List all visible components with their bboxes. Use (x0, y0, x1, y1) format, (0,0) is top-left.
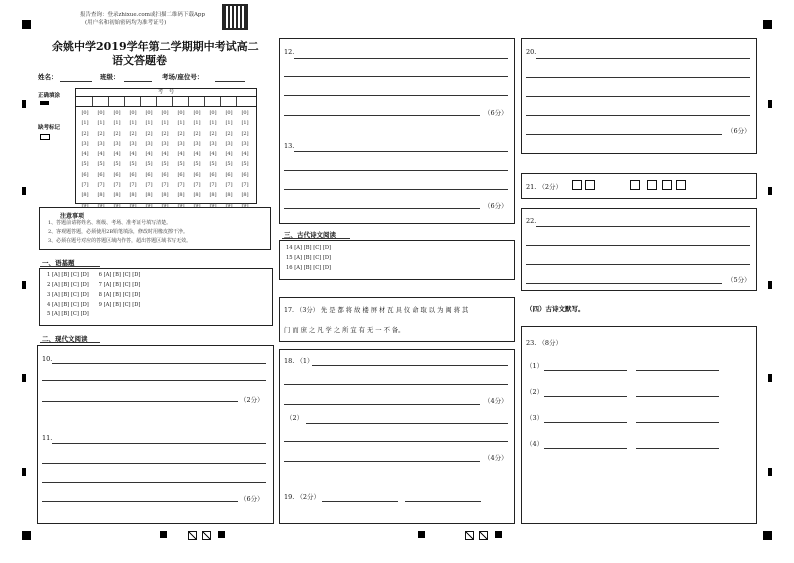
exam-digit-bubble[interactable]: [5] (129, 161, 137, 168)
q21-answer-box[interactable] (585, 180, 595, 190)
q18-sub2-label: （2） (286, 414, 304, 422)
answer-line[interactable] (284, 404, 480, 405)
q23-label: 23. （8分） (526, 339, 563, 347)
answer-line[interactable] (544, 370, 627, 371)
exam-digit-bubble[interactable]: [8] (113, 192, 121, 199)
exam-number-column (94, 108, 108, 211)
section2-box (37, 345, 274, 524)
notes-item: 1、答题前请将姓名、班级、考场、准考证号填写清楚。 (48, 220, 172, 226)
exam-digit-bubble[interactable]: [0] (177, 110, 185, 116)
exam-digit-bubble[interactable]: [4] (113, 151, 121, 158)
q18-score-1: （4分） (484, 397, 508, 405)
answer-line[interactable] (284, 208, 480, 209)
exam-digit-bubble[interactable]: [5] (81, 161, 89, 168)
exam-digit-bubble[interactable]: [7] (209, 182, 217, 189)
notes-item: 3、必须在题号对应的答题区域内作答，超出答题区域书写无效。 (48, 238, 192, 244)
answer-line[interactable] (526, 77, 750, 78)
notes-item: 2、客观题答题，必须使用2B铅笔填涂，修改时用橡皮擦干净。 (48, 229, 189, 235)
exam-digit-bubble[interactable]: [6] (241, 171, 249, 178)
exam-digit-bubble[interactable]: [3] (209, 140, 217, 147)
exam-digit-bubble[interactable]: [8] (209, 192, 217, 199)
grid-separator (204, 97, 205, 106)
exam-number-column (142, 108, 156, 211)
exam-digit-bubble[interactable]: [4] (81, 151, 89, 158)
exam-digit-bubble[interactable]: [7] (193, 182, 201, 189)
exam-digit-bubble[interactable]: [4] (97, 151, 105, 158)
choice-row[interactable]: 16 [A] [B] [C] [D] (286, 265, 332, 271)
exam-digit-bubble[interactable]: [2] (241, 130, 249, 137)
exam-digit-bubble[interactable]: [1] (209, 120, 217, 127)
q23-item-label: （3） (526, 414, 544, 422)
exam-digit-bubble[interactable]: [9] (177, 202, 185, 209)
exam-digit-bubble[interactable]: [0] (145, 110, 153, 116)
answer-line[interactable] (284, 441, 508, 442)
exam-digit-bubble[interactable]: [2] (225, 130, 233, 137)
section-underline (282, 238, 350, 239)
exam-digit-bubble[interactable]: [5] (145, 161, 153, 168)
exam-digit-bubble[interactable]: [6] (97, 171, 105, 178)
corner-mark (22, 531, 31, 540)
exam-digit-bubble[interactable]: [5] (161, 161, 169, 168)
page-mark (418, 531, 425, 538)
q21-answer-box[interactable] (647, 180, 657, 190)
answer-line[interactable] (636, 422, 719, 423)
answer-line[interactable] (536, 58, 750, 59)
answer-line[interactable] (526, 134, 722, 135)
exam-digit-bubble[interactable]: [0] (161, 110, 169, 116)
q23-item-label: （1） (526, 362, 544, 370)
page-code-mark (202, 531, 211, 540)
q11-label: 11. (42, 434, 53, 442)
exam-digit-bubble[interactable]: [3] (97, 140, 105, 147)
exam-number-column (222, 108, 236, 211)
exam-digit-bubble[interactable]: [4] (241, 151, 249, 158)
q10-score: （2分） (240, 396, 264, 404)
section3-title: 三、古代诗文阅读 (284, 231, 336, 239)
exam-number-column (174, 108, 188, 211)
exam-digit-bubble[interactable]: [9] (97, 202, 105, 209)
choice-row[interactable]: 2 [A] [B] [C] [D] 7 [A] [B] [C] [D] (47, 282, 141, 288)
grid-separator (108, 97, 109, 106)
exam-digit-bubble[interactable]: [4] (177, 151, 185, 158)
answer-line[interactable] (294, 58, 508, 59)
q17-box (279, 297, 515, 342)
exam-number-column (206, 108, 220, 211)
choice-row[interactable]: 3 [A] [B] [C] [D] 8 [A] [B] [C] [D] (47, 292, 141, 298)
exam-digit-bubble[interactable]: [7] (145, 182, 153, 189)
q19-label: 19. （2分） (284, 493, 321, 501)
answer-line[interactable] (284, 95, 508, 96)
grid-separator (92, 97, 93, 106)
name-label: 姓名： (38, 73, 58, 81)
timing-mark (768, 281, 772, 289)
exam-digit-bubble[interactable]: [1] (177, 120, 185, 127)
exam-digit-bubble[interactable]: [3] (129, 140, 137, 147)
answer-line[interactable] (42, 463, 266, 464)
exam-digit-bubble[interactable]: [5] (225, 161, 233, 168)
exam-digit-bubble[interactable]: [2] (161, 130, 169, 137)
page-title: 余姚中学2019学年第二学期期中考试高二 (52, 40, 259, 53)
answer-line[interactable] (284, 170, 508, 171)
q11-score: （6分） (240, 495, 264, 503)
q22-box (521, 208, 757, 291)
q23-item-label: （4） (526, 440, 544, 448)
choice-row[interactable]: 4 [A] [B] [C] [D] 9 [A] [B] [C] [D] (47, 302, 141, 308)
exam-digit-bubble[interactable]: [9] (161, 202, 169, 209)
grid-separator (156, 97, 157, 106)
exam-digit-bubble[interactable]: [1] (129, 120, 137, 127)
q12-label: 12. (284, 48, 295, 56)
exam-digit-bubble[interactable]: [8] (145, 192, 153, 199)
exam-digit-bubble[interactable]: [3] (145, 140, 153, 147)
exam-digit-bubble[interactable]: [9] (129, 202, 137, 209)
class-field[interactable] (124, 81, 152, 82)
answer-line[interactable] (526, 264, 750, 265)
exam-digit-bubble[interactable]: [2] (193, 130, 201, 137)
answer-line[interactable] (284, 115, 480, 116)
exam-digit-bubble[interactable]: [4] (145, 151, 153, 158)
timing-mark (768, 374, 772, 382)
exam-digit-bubble[interactable]: [0] (209, 110, 217, 116)
exam-digit-bubble[interactable]: [9] (209, 202, 217, 209)
exam-digit-bubble[interactable]: [1] (225, 120, 233, 127)
qr-code (222, 4, 248, 30)
page-code-mark (465, 531, 474, 540)
exam-digit-bubble[interactable]: [7] (129, 182, 137, 189)
choice-row[interactable]: 15 [A] [B] [C] [D] (286, 255, 332, 261)
exam-digit-bubble[interactable]: [4] (161, 151, 169, 158)
exam-digit-bubble[interactable]: [5] (113, 161, 121, 168)
exam-digit-bubble[interactable]: [9] (193, 202, 201, 209)
answer-line[interactable] (42, 380, 266, 381)
exam-digit-bubble[interactable]: [9] (113, 202, 121, 209)
exam-digit-bubble[interactable]: [5] (193, 161, 201, 168)
answer-line[interactable] (312, 365, 508, 366)
exam-digit-bubble[interactable]: [9] (241, 202, 249, 209)
timing-mark (22, 468, 26, 476)
exam-digit-bubble[interactable]: [4] (209, 151, 217, 158)
exam-digit-bubble[interactable]: [7] (113, 182, 121, 189)
grid-separator (140, 97, 141, 106)
answer-line[interactable] (636, 396, 719, 397)
exam-digit-bubble[interactable]: [0] (193, 110, 201, 116)
answer-line[interactable] (636, 448, 719, 449)
exam-digit-bubble[interactable]: [6] (209, 171, 217, 178)
exam-digit-bubble[interactable]: [6] (129, 171, 137, 178)
section1-title: 一、语基题 (42, 259, 75, 267)
q10-label: 10. (42, 355, 53, 363)
exam-digit-bubble[interactable]: [8] (161, 192, 169, 199)
q17-text-continued[interactable]: 门 而 庶 之 凡 学 之 所 宜 有 无 一 不 备。 (284, 327, 405, 334)
answer-line[interactable] (284, 76, 508, 77)
exam-digit-bubble[interactable]: [8] (193, 192, 201, 199)
answer-line[interactable] (42, 501, 238, 502)
q21-answer-box[interactable] (676, 180, 686, 190)
q21-answer-box[interactable] (630, 180, 640, 190)
exam-digit-bubble[interactable]: [3] (113, 140, 121, 147)
exam-digit-bubble[interactable]: [6] (145, 171, 153, 178)
q21-answer-box[interactable] (662, 180, 672, 190)
exam-digit-bubble[interactable]: [8] (177, 192, 185, 199)
exam-number-column (190, 108, 204, 211)
exam-digit-bubble[interactable]: [1] (145, 120, 153, 127)
choice-row[interactable]: 5 [A] [B] [C] [D] (47, 311, 89, 317)
name-field[interactable] (60, 81, 92, 82)
exam-digit-bubble[interactable]: [3] (161, 140, 169, 147)
timing-mark (22, 187, 26, 195)
page-mark (160, 531, 167, 538)
answer-line[interactable] (52, 363, 266, 364)
exam-digit-bubble[interactable]: [3] (225, 140, 233, 147)
answer-line[interactable] (544, 422, 627, 423)
q22-label: 22. (526, 217, 537, 225)
correct-fill-label: 正确填涂 (38, 93, 61, 99)
q18-label: 18. （1） (284, 357, 314, 365)
answer-line[interactable] (526, 96, 750, 97)
grid-separator (124, 97, 125, 106)
page-mark (495, 531, 502, 538)
exam-number-column (78, 108, 92, 211)
exam-digit-bubble[interactable]: [1] (241, 120, 249, 127)
room-field[interactable] (215, 81, 245, 82)
q13-score: （6分） (484, 202, 508, 210)
q12-score: （6分） (484, 109, 508, 117)
exam-digit-bubble[interactable]: [8] (241, 192, 249, 199)
answer-line[interactable] (405, 501, 481, 502)
exam-digit-bubble[interactable]: [7] (225, 182, 233, 189)
grid-separator (188, 97, 189, 106)
exam-digit-bubble[interactable]: [6] (225, 171, 233, 178)
exam-digit-bubble[interactable]: [5] (241, 161, 249, 168)
q20-score: （6分） (727, 127, 751, 135)
exam-digit-bubble[interactable]: [1] (113, 120, 121, 127)
corner-mark (763, 531, 772, 540)
page-code-mark (188, 531, 197, 540)
exam-digit-bubble[interactable]: [7] (81, 182, 89, 189)
class-label: 班级： (100, 73, 120, 81)
grid-separator (236, 97, 237, 106)
answer-line[interactable] (42, 482, 266, 483)
exam-digit-bubble[interactable]: [5] (209, 161, 217, 168)
answer-line[interactable] (306, 423, 508, 424)
exam-digit-bubble[interactable]: [2] (145, 130, 153, 137)
section4-title: （四）古诗文默写。 (526, 305, 585, 313)
section-underline (40, 342, 100, 343)
answer-line[interactable] (294, 151, 508, 152)
room-label: 考场/座位号： (162, 73, 204, 81)
exam-digit-bubble[interactable]: [3] (193, 140, 201, 147)
q21-label: 21. （2分） (526, 183, 563, 191)
exam-digit-bubble[interactable]: [8] (97, 192, 105, 199)
exam-digit-bubble[interactable]: [9] (81, 202, 89, 209)
exam-digit-bubble[interactable]: [1] (97, 120, 105, 127)
exam-digit-bubble[interactable]: [5] (177, 161, 185, 168)
exam-digit-bubble[interactable]: [0] (97, 110, 105, 116)
page-mark (218, 531, 225, 538)
answer-line[interactable] (544, 448, 627, 449)
exam-digit-bubble[interactable]: [8] (225, 192, 233, 199)
answer-line[interactable] (322, 501, 398, 502)
exam-digit-bubble[interactable]: [6] (161, 171, 169, 178)
exam-digit-bubble[interactable]: [7] (97, 182, 105, 189)
exam-number-column (158, 108, 172, 211)
q13-label: 13. (284, 142, 295, 150)
exam-digit-bubble[interactable]: [1] (161, 120, 169, 127)
answer-line[interactable] (284, 461, 480, 462)
exam-digit-bubble[interactable]: [0] (113, 110, 121, 116)
exam-digit-bubble[interactable]: [7] (177, 182, 185, 189)
exam-digit-bubble[interactable]: [4] (193, 151, 201, 158)
exam-digit-bubble[interactable]: [0] (129, 110, 137, 116)
exam-number-column (110, 108, 124, 211)
exam-digit-bubble[interactable]: [6] (113, 171, 121, 178)
q17-text[interactable]: 17. （3分） 先 是 都 将 故 楼 屏 材 瓦 具 仪 命 取 以 为 闽 蒋 其 (284, 307, 469, 314)
exam-digit-bubble[interactable]: [8] (81, 192, 89, 199)
section2-title: 二、现代文阅读 (42, 335, 88, 343)
answer-line[interactable] (52, 443, 266, 444)
timing-mark (22, 281, 26, 289)
correct-fill-sample (40, 101, 49, 105)
exam-digit-bubble[interactable]: [3] (241, 140, 249, 147)
exam-digit-bubble[interactable]: [2] (177, 130, 185, 137)
exam-digit-bubble[interactable]: [6] (193, 171, 201, 178)
answer-line[interactable] (536, 226, 750, 227)
exam-number-column (238, 108, 252, 211)
q23-item-label: （2） (526, 388, 544, 396)
page-code-mark (479, 531, 488, 540)
timing-mark (768, 468, 772, 476)
exam-digit-bubble[interactable]: [2] (129, 130, 137, 137)
q12-q13-box (279, 38, 515, 224)
password-notice: (用户名和初始密码均为准考证号) (85, 20, 167, 26)
exam-digit-bubble[interactable]: [8] (129, 192, 137, 199)
exam-digit-bubble[interactable]: [1] (81, 120, 89, 127)
answer-line[interactable] (526, 283, 722, 284)
corner-mark (22, 20, 31, 29)
exam-digit-bubble[interactable]: [2] (97, 130, 105, 137)
exam-digit-bubble[interactable]: [9] (225, 202, 233, 209)
section-underline (40, 266, 100, 267)
corner-mark (763, 20, 772, 29)
timing-mark (768, 187, 772, 195)
q22-score: （5分） (727, 276, 751, 284)
absent-checkbox[interactable] (40, 134, 50, 140)
exam-number-header: 考 号 (75, 88, 257, 97)
exam-digit-bubble[interactable]: [2] (113, 130, 121, 137)
answer-line[interactable] (284, 384, 508, 385)
exam-digit-bubble[interactable]: [4] (129, 151, 137, 158)
exam-digit-bubble[interactable]: [9] (145, 202, 153, 209)
exam-digit-bubble[interactable]: [2] (209, 130, 217, 137)
q18-score-2: （4分） (484, 454, 508, 462)
exam-digit-bubble[interactable]: [5] (97, 161, 105, 168)
q20-label: 20. (526, 48, 537, 56)
q23-box (521, 326, 757, 524)
notes-title: 注意事项 (60, 213, 85, 220)
timing-mark (768, 100, 772, 108)
choice-row[interactable]: 1 [A] [B] [C] [D] 6 [A] [B] [C] [D] (47, 272, 141, 278)
exam-digit-bubble[interactable]: [2] (81, 130, 89, 137)
report-notice: 报告查询：登录zhixue.com或扫描二维码下载App (80, 12, 205, 18)
answer-line[interactable] (526, 245, 750, 246)
exam-number-write-row (75, 97, 257, 107)
answer-line[interactable] (42, 401, 238, 402)
page-subtitle: 语文答题卷 (112, 54, 167, 67)
timing-mark (22, 100, 26, 108)
timing-mark (22, 374, 26, 382)
answer-line[interactable] (636, 370, 719, 371)
exam-digit-bubble[interactable]: [7] (241, 182, 249, 189)
exam-digit-bubble[interactable]: [3] (81, 140, 89, 147)
exam-digit-bubble[interactable]: [7] (161, 182, 169, 189)
choice-row[interactable]: 14 [A] [B] [C] [D] (286, 245, 332, 251)
exam-digit-bubble[interactable]: [0] (81, 110, 89, 116)
q21-answer-box[interactable] (572, 180, 582, 190)
exam-digit-bubble[interactable]: [6] (81, 171, 89, 178)
absent-label: 缺考标记 (38, 125, 61, 131)
grid-separator (172, 97, 173, 106)
exam-digit-bubble[interactable]: [0] (241, 110, 249, 116)
exam-digit-bubble[interactable]: [4] (225, 151, 233, 158)
answer-line[interactable] (526, 115, 750, 116)
answer-line[interactable] (544, 396, 627, 397)
grid-separator (220, 97, 221, 106)
answer-line[interactable] (284, 189, 508, 190)
exam-digit-bubble[interactable]: [1] (193, 120, 201, 127)
exam-digit-bubble[interactable]: [3] (177, 140, 185, 147)
exam-digit-bubble[interactable]: [0] (225, 110, 233, 116)
exam-digit-bubble[interactable]: [6] (177, 171, 185, 178)
exam-number-column (126, 108, 140, 211)
